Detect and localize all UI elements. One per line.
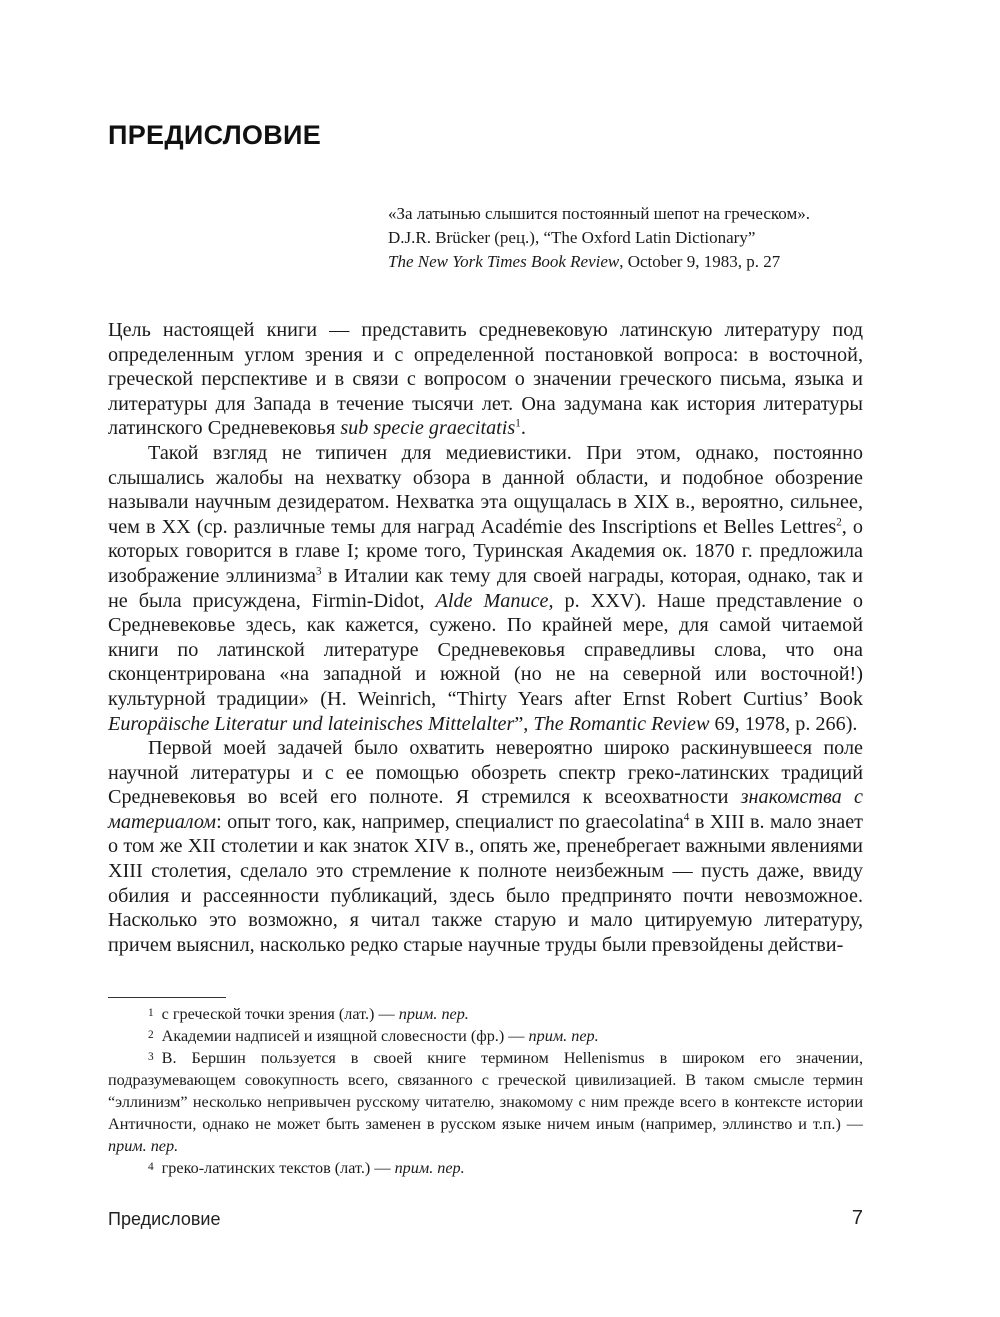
paragraph-2-text-f: 69, 1978, p. 266). — [709, 712, 858, 735]
paragraph-2 — [108, 441, 863, 736]
footnotes — [108, 1003, 863, 1179]
paragraph-1-italic: sub specie graecitatis — [340, 417, 516, 440]
paragraph-2-text-a: Такой взгляд не типичен для медиевистики. При этом, однако, постоянно слышались жалобы на нехватку обзора в данной области, и подобное обозрение называли научным дезидератом. Нехватка эта ощущалась в XIX в., вероятно, сильнее, чем в XX (ср. различные темы для наград Académie des Inscriptions et Belles Lettres — [108, 441, 863, 538]
epigraph-source — [388, 250, 868, 274]
epigraph-quote: «За латынью слышится постоянный шепот на греческом». — [388, 204, 810, 223]
footnote — [108, 1025, 863, 1047]
epigraph-source-date: , October 9, 1983, p. 27 — [619, 252, 781, 271]
footnote-divider — [108, 997, 226, 998]
paragraph-2-text-e: ”, — [514, 712, 534, 735]
chapter-heading: ПРЕДИСЛОВИЕ — [108, 120, 322, 150]
paragraph-1-text: Цель настоящей книги — представить средневековую латинскую литературу под определенным углом зрения и с определенной постановкой вопроса: в восточной, греческой перспективе и в связи с вопросом о значении греческого письма, языка и литературы для Запада в течение тысячи лет. Она задумана как история литературы латинского Средневековья — [108, 319, 863, 440]
epigraph-attribution: D.J.R. Brücker (рец.), “The Oxford Latin Dictionary” — [388, 228, 756, 247]
footnote-number: 1 — [148, 1007, 154, 1019]
epigraph-source-title: The New York Times Book Review — [388, 252, 620, 271]
body-text — [108, 318, 863, 957]
footnote-ref-2: 2 — [836, 516, 842, 529]
footnote-ref-1: 1 — [515, 417, 521, 430]
footnote-text: В. Бершин пользуется в своей книге термином Hellenismus в широком его значении, подразумевающем совокупность всего, связанного с греческой цивилизацией. В таком смысле термин “эллинизм” несколько непривычен русскому читателю, знакомому с ним прежде всего в контексте истории Античности, однако не может быть заменен в русском языке ничем иным (например, эллинство и т.п.) — — [108, 1049, 863, 1133]
footnote-ref-4: 4 — [683, 811, 690, 824]
paragraph-2-italic-3: The Romantic Review — [533, 712, 710, 735]
paragraph-3-text-c: в XIII в. мало знает о том же XII столетии и как знаток XIV в., опять же, пренебрегает важными явлениями XIII столетия, сделало это стремление к полноте неизбежным — пусть даже, ввиду обилия и рассеянности публикаций, здесь было предпринято почти невозможное. Насколько это возможно, я читал также старую и мало цитируемую литературу, причем выяснил, насколько редко старые научные труды были превзойдены действи- — [108, 810, 863, 956]
paragraph-2-text-d: p. XXV). Наше представление о Средневековье здесь, как кажется, сужено. По крайней мере, для самой читаемой книги по латинской литературе Средневековья справедливы слова, что она сконцентрирована «на западной и южной (но не на северной или восточной!) культурной традиции» (H. Weinrich, “Thirty Years after Ernst Robert Curtius’ Book — [108, 589, 863, 710]
running-footer-title: Предисловие — [108, 1209, 221, 1229]
paragraph-3-text-b: : опыт того, как, например, специалист по graecolatina — [216, 810, 684, 833]
footnote-note: прим. пер. — [398, 1005, 469, 1023]
epigraph — [388, 202, 868, 274]
footnote — [108, 1003, 863, 1025]
paragraph-2-italic-2: Europäische Literatur und lateinisches Mittelalter — [108, 712, 515, 735]
footnote — [108, 1157, 863, 1179]
paragraph-1-end: . — [520, 417, 526, 440]
paragraph-3-italic: знакомства с материалом — [108, 786, 863, 833]
footnote-note: прим. пер. — [108, 1137, 179, 1155]
paragraph-2-italic-1: Alde Manuce, — [435, 589, 554, 612]
footnote-ref-3: 3 — [315, 565, 322, 578]
footnote-number: 4 — [148, 1161, 154, 1173]
footnote — [108, 1047, 863, 1157]
footnote-text: с греческой точки зрения (лат.) — — [161, 1005, 399, 1023]
paragraph-2-text-b: , о которых говорится в главе I; кроме того, Туринская Академия ок. 1870 г. предложила изображение эллинизма — [108, 515, 863, 587]
footnote-number: 2 — [148, 1029, 154, 1041]
paragraph-3 — [108, 736, 863, 957]
paragraph-2-text-c: в Италии как тему для своей награды, которая, однако, так и не была присуждена, Firmin-Didot, — [108, 564, 863, 612]
paragraph-3-text-a: Первой моей задачей было охватить невероятно широко раскинувшееся поле научной литературы и с ее помощью обозреть спектр греко-латинских традиций Средневековья во всей его полноте. Я стремился к всеохватности — [108, 737, 863, 809]
page-number: 7 — [851, 1207, 863, 1229]
footnote-note: прим. пер. — [394, 1159, 465, 1177]
footnote-note: прим. пер. — [528, 1027, 599, 1045]
footnote-text: греко-латинских текстов (лат.) — — [161, 1159, 395, 1177]
paragraph-1 — [108, 318, 863, 441]
footnote-number: 3 — [148, 1051, 154, 1063]
footnote-text: Академии надписей и изящной словесности (фр.) — — [161, 1027, 529, 1045]
